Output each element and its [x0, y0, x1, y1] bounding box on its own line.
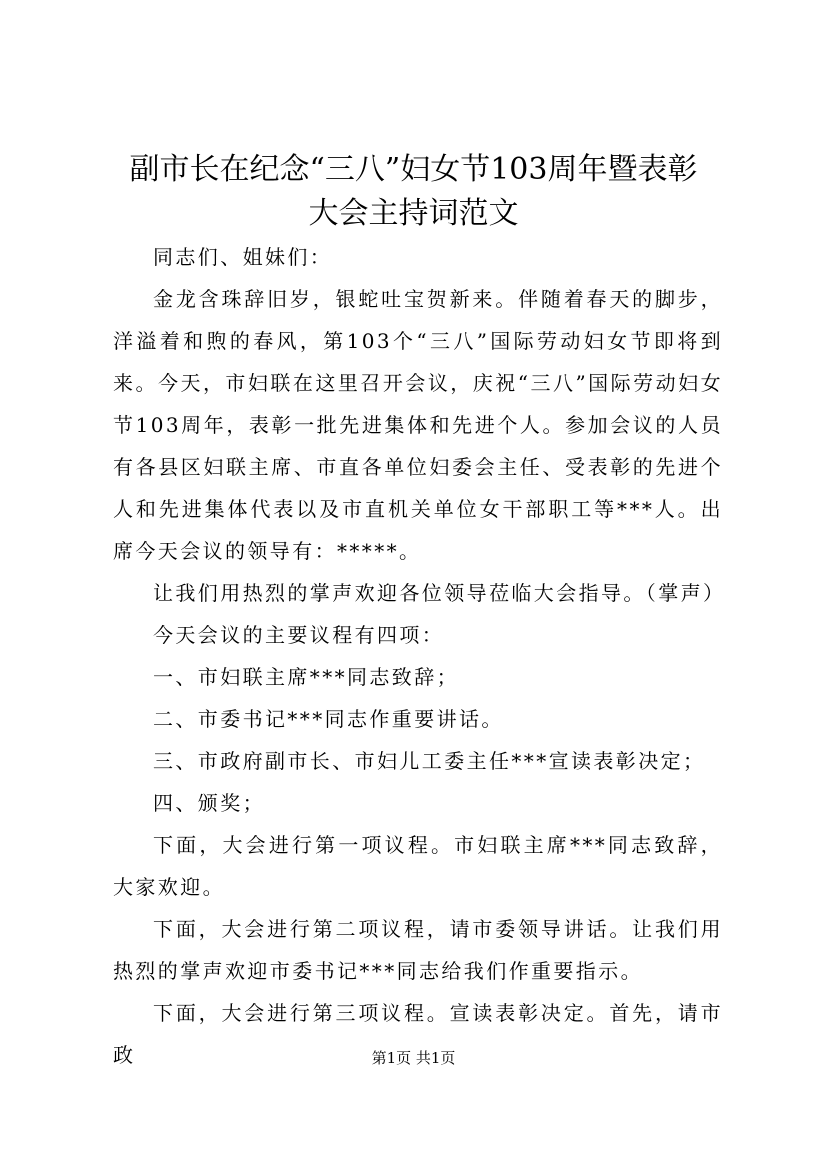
- page-footer: 第1页 共1页: [371, 1049, 456, 1067]
- paragraph-item-2: 下面，大会进行第二项议程，请市委领导讲话。让我们用热烈的掌声欢迎市委书记***同志给我们作重要指示。: [113, 917, 723, 983]
- agenda-item-3: 三、市政府副市长、市妇儿工委主任***宣读表彰决定；: [153, 749, 706, 773]
- document-title-line-1: 副市长在纪念“三八”妇女节103周年暨表彰: [129, 152, 698, 187]
- document-body: [113, 236, 726, 1076]
- paragraph-welcome: 让我们用热烈的掌声欢迎各位领导莅临大会指导。（掌声）: [153, 581, 726, 605]
- paragraph-item-1: 下面，大会进行第一项议程。市妇联主席***同志致辞，大家欢迎。: [113, 833, 723, 899]
- agenda-item-2: 二、市委书记***同志作重要讲话。: [153, 707, 504, 731]
- paragraph-opening: 金龙含珠辞旧岁，银蛇吐宝贺新来。伴随着春天的脚步，洋溢着和煦的春风，第103个“三八”国际劳动妇女节即将到来。今天，市妇联在这里召开会议，庆祝“三八”国际劳动妇女节103周年，表彰一批先进集体和先进个人。参加会议的人员有各县区妇联主席、市直各单位妇委会主任、受表彰的先进个人和先进集体代表以及市直机关单位女干部职工等***人。出席今天会议的领导有：*****。: [113, 287, 723, 563]
- document-title-line-2: 大会主持词范文: [308, 196, 519, 231]
- paragraph-agenda-intro: 今天会议的主要议程有四项：: [153, 623, 445, 647]
- agenda-item-4: 四、颁奖；: [153, 791, 265, 815]
- paragraph-item-3: 下面，大会进行第三项议程。宣读表彰决定。首先，请市政: [113, 1001, 723, 1067]
- agenda-item-1: 一、市妇联主席***同志致辞；: [153, 665, 459, 689]
- paragraph-salutation: 同志们、姐妹们：: [153, 245, 333, 269]
